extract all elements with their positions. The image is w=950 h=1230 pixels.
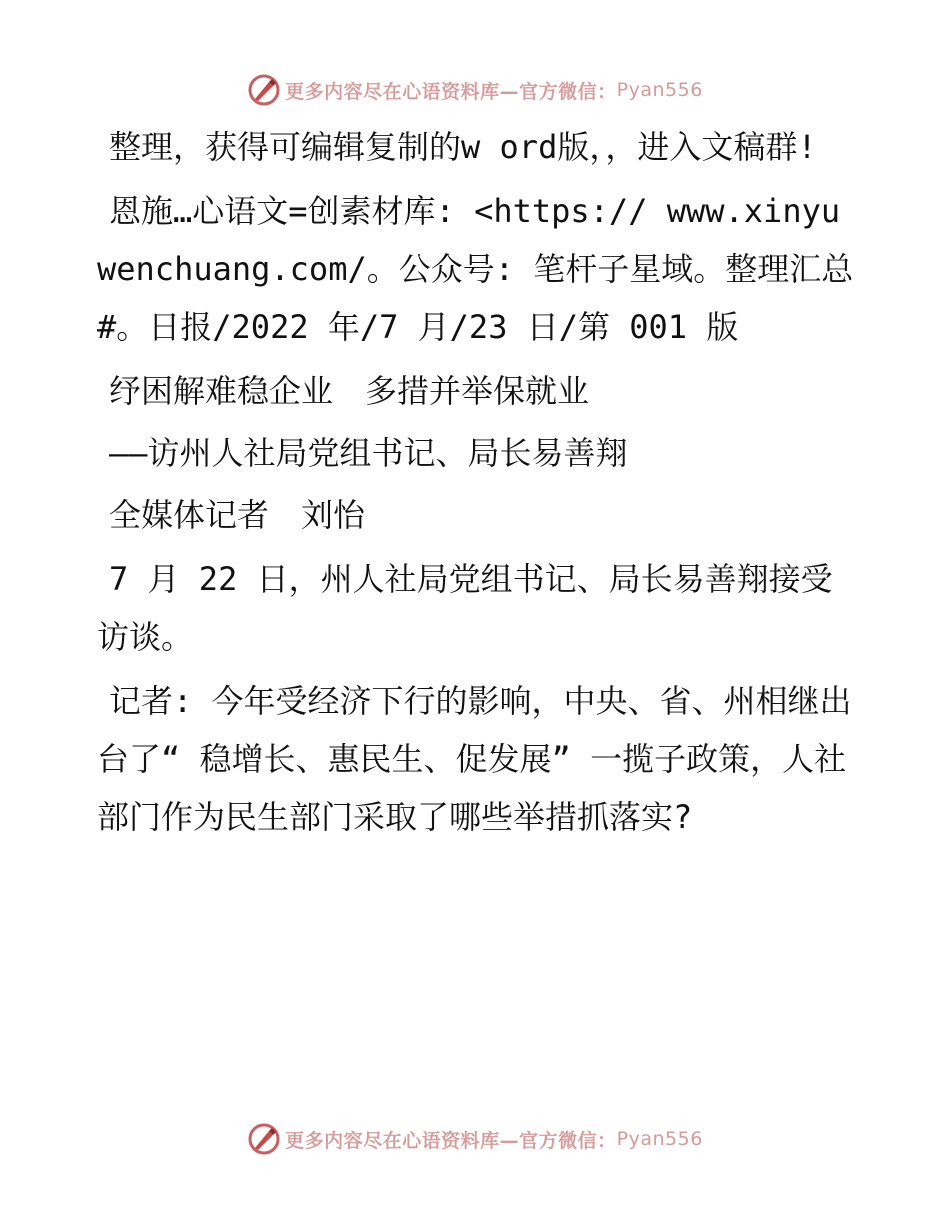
article-subtitle: ——访州人社局党组书记、局长易善翔 [109, 434, 628, 472]
banner-account: Pyan556 [616, 79, 703, 101]
header-banner [0, 70, 950, 110]
banner-text: 更多内容尽在心语资料库—官方微信： [285, 80, 617, 103]
footer-banner [0, 1119, 950, 1159]
paragraph-source: 恩施…心语文=创素材库: <https:// www.xinyuwenchuang.com/。公众号: 笔杆子星域。整理汇总#。日报/2022 年/7 月/23 日/第 001 版 [97, 192, 854, 346]
banner-account: Pyan556 [616, 1128, 703, 1150]
paragraph-lead: 7 月 22 日，州人社局党组书记、局长易善翔接受访谈。 [97, 560, 833, 656]
banner-text: 更多内容尽在心语资料库—官方微信： [285, 1129, 617, 1152]
pen-nib-logo-icon [247, 73, 281, 107]
paragraph-question: 记者: 今年受经济下行的影响，中央、省、州相继出台了“ 稳增长、惠民生、促发展” 一揽子政策，人社部门作为民生部门采取了哪些举措抓落实? [97, 682, 852, 836]
paragraph-intro: 整理，获得可编辑复制的w ord版，，进入文稿群! [109, 128, 817, 166]
article-title: 纾困解难稳企业 多措并举保就业 [109, 372, 590, 410]
article-byline: 全媒体记者 刘怡 [109, 496, 366, 534]
document-body [97, 118, 857, 852]
pen-nib-logo-icon [247, 1122, 281, 1156]
